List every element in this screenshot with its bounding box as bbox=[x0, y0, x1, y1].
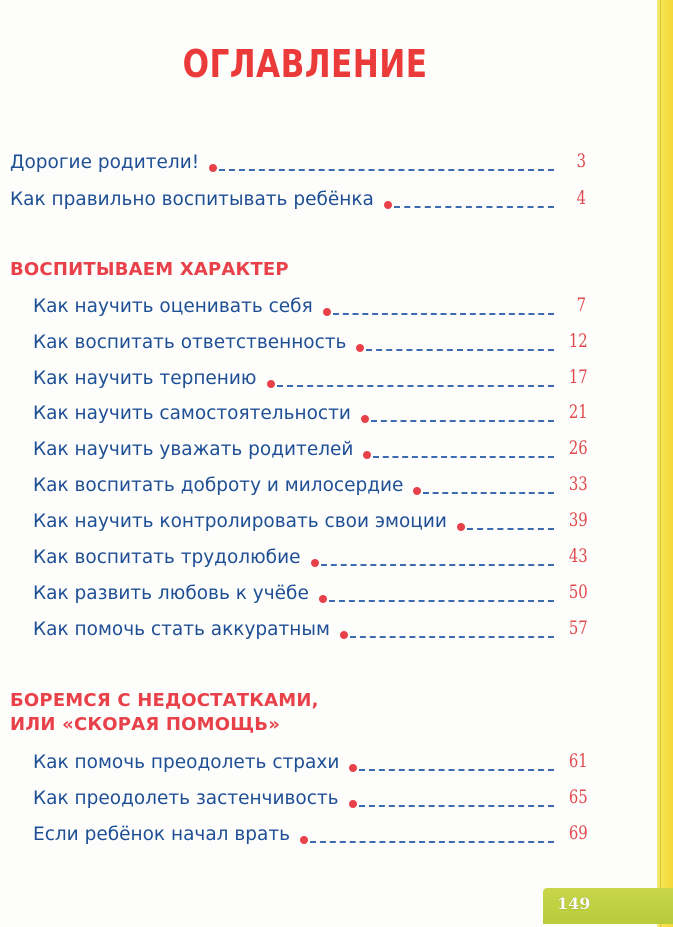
page-edge-line bbox=[660, 0, 661, 927]
section-heading-line: ИЛИ «СКОРАЯ ПОМОЩЬ» bbox=[10, 714, 281, 735]
dotted-leader-line bbox=[467, 528, 554, 530]
toc-leader bbox=[356, 334, 554, 356]
toc-leader bbox=[457, 513, 554, 535]
dotted-leader-line bbox=[219, 169, 554, 171]
toc-entry-label: Как научить оценивать себя bbox=[33, 296, 313, 317]
toc-entry-label: Как помочь стать аккуратным bbox=[33, 619, 330, 640]
toc-page-number: 7 bbox=[576, 294, 586, 316]
bullet-dot-icon bbox=[209, 164, 217, 172]
toc-entry[interactable] bbox=[33, 505, 586, 535]
toc-entry-intro-1[interactable] bbox=[10, 146, 586, 176]
dotted-leader-line bbox=[371, 420, 554, 422]
toc-leader bbox=[384, 191, 554, 213]
toc-entry-label: Как правильно воспитывать ребёнка bbox=[10, 189, 374, 210]
toc-leader bbox=[363, 441, 554, 463]
bullet-dot-icon bbox=[349, 764, 357, 772]
toc-entry-label: Как воспитать доброту и милосердие bbox=[33, 475, 404, 496]
bullet-dot-icon bbox=[323, 308, 331, 316]
toc-page-number: 12 bbox=[568, 330, 588, 352]
toc-page-number: 26 bbox=[568, 437, 588, 459]
toc-page-number: 4 bbox=[576, 187, 586, 209]
toc-entry-label: Как научить уважать родителей bbox=[33, 439, 354, 460]
dotted-leader-line bbox=[277, 385, 555, 387]
toc-page-number: 3 bbox=[576, 150, 586, 172]
toc-entry[interactable] bbox=[33, 818, 586, 848]
toc-leader bbox=[323, 298, 554, 320]
bullet-dot-icon bbox=[349, 800, 357, 808]
toc-entry-label: Как помочь преодолеть страхи bbox=[33, 752, 340, 773]
footer-page-number: 149 bbox=[557, 894, 591, 913]
footer-page-badge bbox=[543, 888, 673, 924]
toc-leader bbox=[267, 370, 555, 392]
toc-leader bbox=[349, 790, 554, 812]
toc-entry-label: Как научить самостоятельности bbox=[33, 403, 351, 424]
toc-leader bbox=[300, 826, 554, 848]
section-heading-line: ВОСПИТЫВАЕМ ХАРАКТЕР bbox=[10, 259, 289, 280]
toc-entry[interactable] bbox=[33, 433, 586, 463]
toc-page-number: 65 bbox=[568, 786, 588, 808]
section-heading-character bbox=[10, 258, 289, 282]
toc-entry[interactable] bbox=[33, 290, 586, 320]
toc-leader bbox=[209, 154, 554, 176]
dotted-leader-line bbox=[373, 456, 554, 458]
dotted-leader-line bbox=[359, 805, 554, 807]
toc-entry-label: Как научить контролировать свои эмоции bbox=[33, 511, 447, 532]
dotted-leader-line bbox=[321, 564, 554, 566]
toc-entry[interactable] bbox=[33, 397, 586, 427]
toc-entry-label: Как преодолеть застенчивость bbox=[33, 788, 339, 809]
toc-leader bbox=[361, 405, 554, 427]
toc-leader bbox=[413, 477, 554, 499]
toc-leader bbox=[340, 621, 554, 643]
bullet-dot-icon bbox=[413, 487, 421, 495]
toc-entry[interactable] bbox=[33, 469, 586, 499]
dotted-leader-line bbox=[333, 313, 554, 315]
bullet-dot-icon bbox=[384, 201, 392, 209]
dotted-leader-line bbox=[310, 841, 554, 843]
toc-entry-label: Как научить терпению bbox=[33, 368, 257, 389]
toc-entry-intro-2[interactable] bbox=[10, 183, 586, 213]
toc-leader bbox=[349, 754, 554, 776]
toc-entry[interactable] bbox=[33, 326, 586, 356]
dotted-leader-line bbox=[329, 600, 554, 602]
toc-entry[interactable] bbox=[33, 782, 586, 812]
toc-page-number: 50 bbox=[568, 581, 588, 603]
section-heading-line: БОРЕМСЯ С НЕДОСТАТКАМИ, bbox=[10, 690, 319, 711]
toc-entry[interactable] bbox=[33, 541, 586, 571]
toc-entry[interactable] bbox=[33, 746, 586, 776]
bullet-dot-icon bbox=[267, 380, 275, 388]
bullet-dot-icon bbox=[361, 415, 369, 423]
bullet-dot-icon bbox=[356, 344, 364, 352]
toc-page-number: 39 bbox=[568, 509, 588, 531]
toc-page-number: 33 bbox=[568, 473, 588, 495]
toc-page-number: 21 bbox=[568, 401, 588, 423]
bullet-dot-icon bbox=[363, 451, 371, 459]
toc-entry[interactable] bbox=[33, 613, 586, 643]
dotted-leader-line bbox=[359, 769, 554, 771]
bullet-dot-icon bbox=[340, 631, 348, 639]
toc-entry-label: Как воспитать ответственность bbox=[33, 332, 347, 353]
toc-leader bbox=[319, 585, 554, 607]
bullet-dot-icon bbox=[319, 595, 327, 603]
page-title: ОГЛАВЛЕНИЕ bbox=[182, 42, 428, 86]
toc-page-number: 69 bbox=[568, 822, 588, 844]
toc-entry-label: Если ребёнок начал врать bbox=[33, 824, 291, 845]
toc-page-number: 61 bbox=[568, 750, 588, 772]
toc-page-number: 17 bbox=[568, 366, 588, 388]
dotted-leader-line bbox=[366, 349, 554, 351]
toc-page-number: 57 bbox=[568, 617, 588, 639]
section-heading-shortcomings bbox=[10, 689, 319, 737]
toc-entry-label: Как развить любовь к учёбе bbox=[33, 583, 309, 604]
toc-entry[interactable] bbox=[33, 362, 586, 392]
dotted-leader-line bbox=[394, 206, 554, 208]
bullet-dot-icon bbox=[300, 836, 308, 844]
toc-page-number: 43 bbox=[568, 545, 588, 567]
bullet-dot-icon bbox=[457, 523, 465, 531]
toc-entry-label: Дорогие родители! bbox=[10, 152, 200, 173]
dotted-leader-line bbox=[350, 636, 554, 638]
toc-leader bbox=[311, 549, 554, 571]
dotted-leader-line bbox=[423, 492, 554, 494]
toc-entry-label: Как воспитать трудолюбие bbox=[33, 547, 301, 568]
toc-entry[interactable] bbox=[33, 577, 586, 607]
bullet-dot-icon bbox=[311, 559, 319, 567]
